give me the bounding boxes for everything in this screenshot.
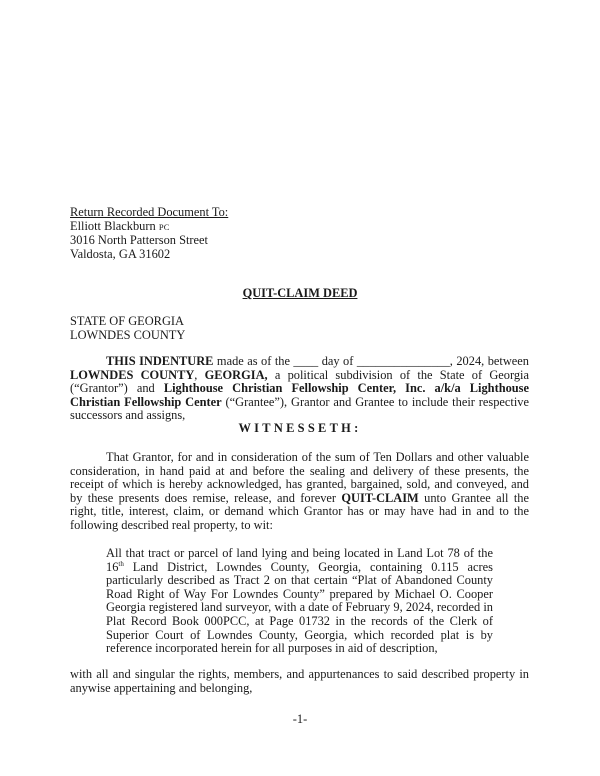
witnesseth-heading: WITNESSETH: bbox=[238, 421, 362, 435]
page-number: -1- bbox=[292, 712, 308, 726]
jurisdiction-state: STATE OF GEORGIA bbox=[70, 314, 184, 328]
return-name: Elliott Blackburn bbox=[70, 218, 156, 233]
indenture-paragraph bbox=[70, 355, 529, 423]
indenture-text-2: a political subdivision of the State of Georgia (“Grantor”) and bbox=[70, 367, 530, 396]
indenture-sep: , bbox=[194, 367, 205, 382]
return-name-suffix: PC bbox=[158, 221, 170, 232]
grantor-state: GEORGIA, bbox=[204, 367, 268, 382]
return-heading: Return Recorded Document To: bbox=[70, 205, 229, 219]
grant-text-2: unto Grantee all the right, title, interest, claim, or demand which Grantor has or may have had in and to the following described real property, to wit: bbox=[70, 490, 529, 532]
indenture-text-1: made as of the ____ day of _______________, 2024, between bbox=[213, 354, 529, 368]
grant-text-1: That Grantor, for and in consideration of the sum of Ten Dollars and other valuable consideration, in hand paid at and before the sealing and delivery of these presents, the receipt of which is hereby acknowledged, has granted, bargained, sold, and conveyed, and by these presents does remise, release, and forever bbox=[70, 450, 529, 505]
grantee-name: Lighthouse Christian Fellowship Center, Inc. a/k/a Lighthouse Christian Fellowship Center bbox=[70, 381, 530, 409]
legal-desc-text-1: All that tract or parcel of land lying and being located in Land Lot 78 of the 16 bbox=[106, 546, 493, 574]
indenture-text-3: (“Grantee”), Grantor and Grantee to include their respective successors and assigns, bbox=[70, 394, 530, 423]
jurisdiction-county: LOWNDES COUNTY bbox=[70, 327, 186, 342]
return-address-block bbox=[70, 206, 529, 261]
legal-desc-text-2: Land District, Lowndes County, Georgia, containing 0.115 acres particularly described as Tract 2 on that certain “Plat of Abandoned County Road Right of Way For Lowndes County” prepared by Michael O. Cooper Georgia registered land surveyor, with a date of February 9, 2024, recorded in Plat Record Book 000PCC, at Page 01732 in the records of the Clerk of Superior Court of Lowndes County, Georgia, which recorded plat is by reference incorporated herein for all purposes in aid of description, bbox=[106, 559, 493, 656]
return-city-state-zip: Valdosta, GA 31602 bbox=[70, 246, 171, 261]
document-title: QUIT-CLAIM DEED bbox=[242, 286, 358, 300]
return-name-line bbox=[70, 220, 529, 235]
quitclaim-term: QUIT-CLAIM bbox=[341, 490, 419, 505]
grant-paragraph bbox=[70, 451, 529, 533]
legal-description bbox=[106, 547, 493, 656]
jurisdiction-block bbox=[70, 315, 529, 342]
grantor-name: LOWNDES COUNTY bbox=[70, 367, 195, 382]
appurtenances-paragraph: with all and singular the rights, members, and appurtenances to said described property in anywise appertaining and belonging, bbox=[70, 667, 529, 695]
return-street: 3016 North Patterson Street bbox=[70, 233, 208, 248]
ordinal-superscript: th bbox=[118, 559, 124, 568]
indenture-lead: THIS INDENTURE bbox=[106, 354, 214, 368]
